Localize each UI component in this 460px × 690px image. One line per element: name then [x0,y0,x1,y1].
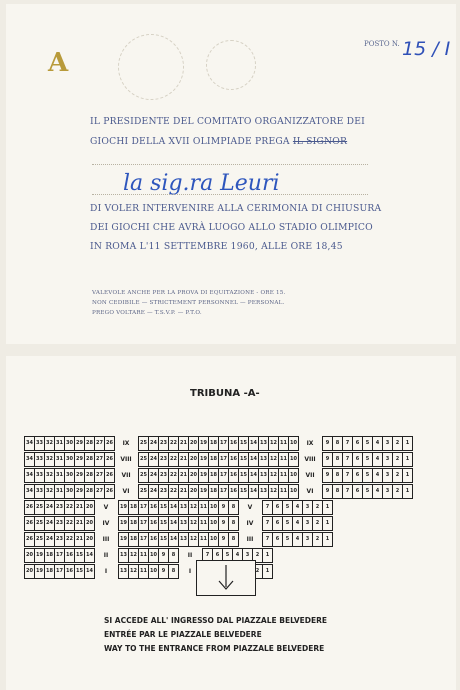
middle-seat: 13 [118,564,129,579]
right-seat: 1 [322,500,333,515]
middle-seat: 9 [218,532,229,547]
middle-seat: 14 [168,500,179,515]
middle-seat: 10 [288,468,299,483]
row-number: V [247,504,253,511]
left-seat: 34 [24,468,35,483]
right-seat: 4 [372,484,383,499]
right-seat: 6 [272,532,283,547]
left-seat: 14 [84,564,95,579]
right-seat: 7 [262,532,273,547]
name-line-bottom [92,194,368,195]
middle-seat: 12 [188,532,199,547]
posto-label: POSTO N. [364,40,400,48]
left-seat: 15 [74,564,85,579]
left-seat: 31 [54,484,65,499]
right-seat: 9 [322,452,333,467]
middle-seat: 9 [158,548,169,563]
middle-seat: 18 [208,452,219,467]
right-seat: 5 [362,484,373,499]
middle-seat: 13 [258,452,269,467]
left-seat: 26 [104,452,115,467]
middle-seat: 18 [208,468,219,483]
left-seat: 20 [24,564,35,579]
seat-row [24,452,412,467]
right-seat: 1 [262,548,273,563]
right-seat: 1 [402,484,413,499]
left-seat: 21 [74,516,85,531]
left-seat: 18 [44,564,55,579]
left-seat: 22 [64,516,75,531]
seat-row [24,436,412,451]
middle-seat: 12 [188,500,199,515]
row-number: VII [121,472,131,479]
middle-seat: 21 [178,484,189,499]
middle-seat: 21 [178,452,189,467]
row-number: I [104,568,108,575]
left-seat: 28 [84,468,95,483]
middle-seat: 14 [248,468,259,483]
right-seat: 9 [322,436,333,451]
left-seat: 31 [54,452,65,467]
row-number: III [102,536,110,543]
left-seat: 34 [24,436,35,451]
left-seat: 30 [64,436,75,451]
left-seat: 30 [64,468,75,483]
left-seat: 34 [24,452,35,467]
middle-seat: 13 [258,436,269,451]
middle-seat: 16 [228,484,239,499]
right-seat: 3 [302,500,313,515]
invite-line-6: IN ROMA L'11 SETTEMBRE 1960, ALLE ORE 18,45 [90,241,343,252]
right-seat: 5 [222,548,233,563]
right-seat: 2 [252,548,263,563]
left-seat: 27 [94,468,105,483]
right-seat: 1 [322,516,333,531]
right-seat: 6 [352,452,363,467]
left-seat: 16 [64,548,75,563]
middle-seat: 15 [238,484,249,499]
left-seat: 20 [84,500,95,515]
middle-seat: 20 [188,436,199,451]
middle-seat: 12 [268,468,279,483]
middle-seat: 19 [198,436,209,451]
right-seat: 1 [402,452,413,467]
middle-seat: 23 [158,452,169,467]
row-number: IX [306,440,314,447]
right-seat: 1 [402,468,413,483]
row-number: VI [306,488,314,495]
middle-seat: 17 [218,484,229,499]
left-seat: 26 [24,516,35,531]
middle-seat: 17 [218,436,229,451]
row-number: I [188,568,192,575]
middle-seat: 15 [158,532,169,547]
middle-seat: 12 [188,516,199,531]
middle-seat: 11 [138,548,149,563]
left-seat: 24 [44,516,55,531]
left-seat: 33 [34,468,45,483]
right-seat: 4 [372,436,383,451]
left-seat: 28 [84,452,95,467]
note-1: VALEVOLE ANCHE PER LA PROVA DI EQUITAZIONE - ORE 15. [92,290,286,296]
invite-line-5: DEI GIOCHI CHE AVRÀ LUOGO ALLO STADIO OLIMPICO [90,222,373,233]
middle-seat: 14 [248,484,259,499]
middle-seat: 24 [148,436,159,451]
middle-seat: 15 [238,468,249,483]
middle-seat: 12 [268,436,279,451]
left-seat: 26 [104,484,115,499]
middle-seat: 12 [128,548,139,563]
left-seat: 23 [54,532,65,547]
sector-letter: A [48,48,69,78]
middle-seat: 11 [278,452,289,467]
row-number: VII [305,472,315,479]
middle-seat: 15 [158,516,169,531]
struck-signor: IL SIGNOR [292,136,348,147]
middle-seat: 11 [278,468,289,483]
right-seat: 2 [392,452,403,467]
middle-seat: 19 [198,452,209,467]
middle-seat: 14 [168,516,179,531]
left-seat: 26 [104,468,115,483]
left-seat: 24 [44,500,55,515]
left-seat: 32 [44,436,55,451]
emboss-seal-left [118,34,184,100]
row-number: II [187,552,193,559]
right-seat: 8 [332,452,343,467]
left-seat: 33 [34,484,45,499]
right-seat: 6 [272,500,283,515]
right-seat: 2 [312,500,323,515]
middle-seat: 13 [178,532,189,547]
left-seat: 29 [74,436,85,451]
middle-seat: 11 [198,532,209,547]
footer-line-1: SI ACCEDE ALL' INGRESSO DAL PIAZZALE BELVEDERE [104,616,328,625]
right-seat: 3 [382,452,393,467]
right-seat: 6 [352,436,363,451]
middle-seat: 10 [288,436,299,451]
right-seat: 7 [342,468,353,483]
left-seat: 29 [74,484,85,499]
right-seat: 3 [382,484,393,499]
right-seat: 2 [252,564,263,579]
right-seat: 5 [282,516,293,531]
right-seat: 1 [322,532,333,547]
right-seat: 6 [272,516,283,531]
right-seat: 7 [202,548,213,563]
middle-seat: 23 [158,484,169,499]
left-seat: 30 [64,452,75,467]
middle-seat: 13 [118,548,129,563]
middle-seat: 10 [148,564,159,579]
right-seat: 2 [392,468,403,483]
left-seat: 32 [44,484,55,499]
middle-seat: 21 [178,468,189,483]
seat-row [24,468,412,483]
left-seat: 20 [84,532,95,547]
middle-seat: 18 [208,484,219,499]
middle-seat: 13 [178,516,189,531]
left-seat: 22 [64,500,75,515]
middle-seat: 13 [178,500,189,515]
left-seat: 29 [74,468,85,483]
left-seat: 32 [44,452,55,467]
right-seat: 4 [372,452,383,467]
middle-seat: 11 [198,500,209,515]
invite-line-2 [90,136,347,147]
left-seat: 23 [54,516,65,531]
row-number: IV [102,520,110,527]
right-seat: 9 [322,468,333,483]
right-seat: 4 [292,500,303,515]
middle-seat: 10 [208,500,219,515]
middle-seat: 10 [288,484,299,499]
middle-seat: 18 [128,532,139,547]
middle-seat: 16 [228,452,239,467]
invite-line-2a: GIOCHI DELLA XVII OLIMPIADE PREGA [90,136,290,147]
note-3: PREGO VOLTARE — T.S.V.P. — P.T.O. [92,310,202,316]
left-seat: 33 [34,436,45,451]
middle-seat: 25 [138,452,149,467]
right-seat: 1 [262,564,273,579]
middle-seat: 14 [248,452,259,467]
left-seat: 25 [34,532,45,547]
middle-seat: 23 [158,468,169,483]
middle-seat: 11 [138,564,149,579]
left-seat: 26 [104,436,115,451]
left-seat: 19 [34,548,45,563]
right-seat: 5 [362,436,373,451]
left-seat: 21 [74,500,85,515]
handwritten-name: la sig.ra Leuri [123,171,280,196]
right-seat: 4 [292,532,303,547]
left-seat: 34 [24,484,35,499]
middle-seat: 25 [138,436,149,451]
right-seat: 8 [332,484,343,499]
right-seat: 7 [342,484,353,499]
invite-line-4: DI VOLER INTERVENIRE ALLA CERIMONIA DI CHIUSURA [90,203,382,214]
left-seat: 27 [94,436,105,451]
left-seat: 17 [54,548,65,563]
middle-seat: 11 [278,484,289,499]
middle-seat: 24 [148,484,159,499]
middle-seat: 10 [208,516,219,531]
right-seat: 3 [382,468,393,483]
right-seat: 4 [232,548,243,563]
entrance-arrow-icon [197,561,255,595]
right-seat: 2 [392,484,403,499]
right-seat: 6 [212,548,223,563]
row-number: VIII [304,456,316,463]
right-seat: 7 [342,452,353,467]
left-seat: 19 [34,564,45,579]
right-seat: 4 [372,468,383,483]
middle-seat: 20 [188,452,199,467]
row-number: IV [246,520,254,527]
middle-seat: 8 [228,532,239,547]
left-seat: 17 [54,564,65,579]
middle-seat: 22 [168,484,179,499]
middle-seat: 19 [198,484,209,499]
right-seat: 8 [332,436,343,451]
middle-seat: 10 [148,548,159,563]
right-seat: 7 [262,516,273,531]
emboss-seal-right [206,40,256,90]
middle-seat: 12 [268,484,279,499]
middle-seat: 8 [228,516,239,531]
middle-seat: 15 [238,452,249,467]
middle-seat: 18 [128,500,139,515]
middle-seat: 8 [168,564,179,579]
row-number: VIII [120,456,132,463]
right-seat: 7 [262,500,273,515]
right-seat: 3 [302,516,313,531]
middle-seat: 24 [148,468,159,483]
middle-seat: 21 [178,436,189,451]
posto-value: 15 / I [402,38,451,60]
left-seat: 15 [74,548,85,563]
middle-seat: 8 [228,500,239,515]
middle-seat: 17 [138,532,149,547]
left-seat: 16 [64,564,75,579]
footer-line-2: ENTRÉE PAR LE PIAZZALE BELVEDERE [104,630,262,639]
invite-line-1: IL PRESIDENTE DEL COMITATO ORGANIZZATORE DEI [90,116,365,127]
right-seat: 5 [282,532,293,547]
middle-seat: 18 [128,516,139,531]
middle-seat: 18 [208,436,219,451]
right-seat: 3 [242,548,253,563]
middle-seat: 17 [138,516,149,531]
middle-seat: 25 [138,484,149,499]
middle-seat: 11 [278,436,289,451]
right-seat: 5 [362,452,373,467]
middle-seat: 16 [148,532,159,547]
middle-seat: 17 [138,500,149,515]
left-seat: 20 [84,516,95,531]
right-seat: 6 [352,484,363,499]
middle-seat: 13 [258,468,269,483]
left-seat: 30 [64,484,75,499]
right-seat: 2 [312,516,323,531]
right-seat: 7 [342,436,353,451]
middle-seat: 20 [188,468,199,483]
middle-seat: 20 [188,484,199,499]
left-seat: 29 [74,452,85,467]
middle-seat: 22 [168,436,179,451]
seat-row [24,532,332,547]
middle-seat: 13 [258,484,269,499]
left-seat: 14 [84,548,95,563]
middle-seat: 22 [168,452,179,467]
seat-row [24,500,332,515]
right-seat: 3 [382,436,393,451]
middle-seat: 19 [118,532,129,547]
left-seat: 24 [44,532,55,547]
left-seat: 18 [44,548,55,563]
note-2: NON CEDIBILE — STRICTEMENT PERSONNEL — PERSONAL. [92,300,285,306]
middle-seat: 17 [218,452,229,467]
middle-seat: 17 [218,468,229,483]
middle-seat: 9 [158,564,169,579]
middle-seat: 8 [168,548,179,563]
middle-seat: 25 [138,468,149,483]
left-seat: 26 [24,500,35,515]
middle-seat: 15 [158,500,169,515]
row-number: VI [122,488,130,495]
left-seat: 25 [34,500,45,515]
right-seat: 2 [392,436,403,451]
left-seat: 31 [54,436,65,451]
row-number: V [103,504,109,511]
middle-seat: 23 [158,436,169,451]
middle-seat: 12 [128,564,139,579]
left-seat: 26 [24,532,35,547]
middle-seat: 19 [198,468,209,483]
left-seat: 21 [74,532,85,547]
middle-seat: 11 [198,516,209,531]
middle-seat: 9 [218,516,229,531]
seat-row [24,516,332,531]
middle-seat: 16 [228,468,239,483]
right-seat: 6 [352,468,363,483]
right-seat: 8 [332,468,343,483]
middle-seat: 16 [148,500,159,515]
row-number: III [246,536,254,543]
row-number: IX [122,440,130,447]
middle-seat: 10 [288,452,299,467]
middle-seat: 14 [168,532,179,547]
right-seat: 5 [362,468,373,483]
middle-seat: 19 [118,500,129,515]
left-seat: 20 [24,548,35,563]
entrance-arrow-box [196,560,256,596]
middle-seat: 22 [168,468,179,483]
left-seat: 28 [84,484,95,499]
left-seat: 33 [34,452,45,467]
right-seat: 1 [402,436,413,451]
tribuna-title: TRIBUNA -A- [190,388,260,399]
right-seat: 5 [282,500,293,515]
left-seat: 27 [94,484,105,499]
name-line-top [92,164,368,165]
seat-row [24,484,412,499]
middle-seat: 19 [118,516,129,531]
left-seat: 32 [44,468,55,483]
right-seat: 9 [322,484,333,499]
left-seat: 27 [94,452,105,467]
left-seat: 25 [34,516,45,531]
right-seat: 4 [292,516,303,531]
left-seat: 28 [84,436,95,451]
middle-seat: 16 [228,436,239,451]
left-seat: 22 [64,532,75,547]
right-seat: 3 [302,532,313,547]
left-seat: 23 [54,500,65,515]
middle-seat: 15 [238,436,249,451]
middle-seat: 14 [248,436,259,451]
middle-seat: 16 [148,516,159,531]
footer-line-3: WAY TO THE ENTRANCE FROM PIAZZALE BELVEDERE [104,644,325,653]
middle-seat: 24 [148,452,159,467]
middle-seat: 10 [208,532,219,547]
middle-seat: 12 [268,452,279,467]
right-seat: 2 [312,532,323,547]
middle-seat: 9 [218,500,229,515]
row-number: II [103,552,109,559]
left-seat: 31 [54,468,65,483]
